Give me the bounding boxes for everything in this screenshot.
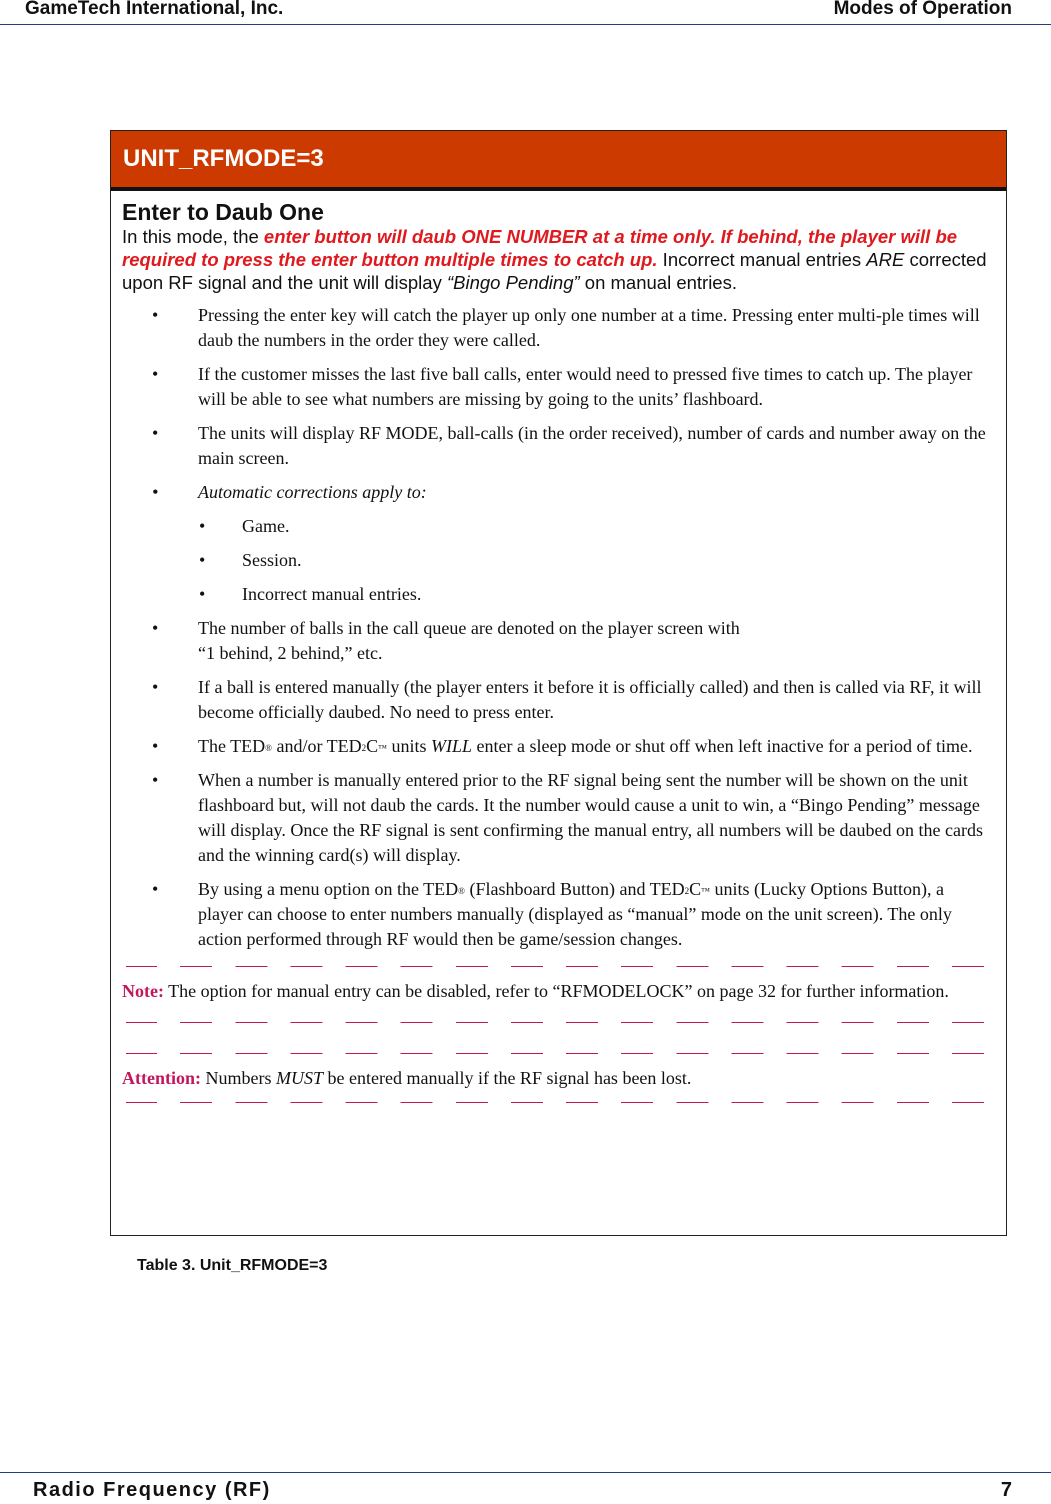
intro-paragraph: In this mode, the enter button will daub ONE NUMBER at a time only. If behind, the player will be required to press the enter button multiple times to catch up. Incorrect manual entries ARE corrected upon RF signal and the unit will display “Bingo Pending” on manual entries.	[122, 226, 987, 293]
list-item: • When a number is manually entered prior to the RF signal being sent the number will be shown on the unit flashboard but, will not daub the cards. It the number would cause a unit to win, a “Bingo Pending” message will display. Once the RF signal is sent confirming the manual entry, all numbers will be daubed on the cards and the winning card(s) will display.	[152, 770, 983, 865]
list-item: • If a ball is entered manually (the player enters it before it is officially called) and then is called via RF, it will become officially daubed. No need to press enter.	[152, 677, 982, 722]
section-heading: Enter to Daub One	[122, 199, 324, 225]
table-body	[111, 191, 1006, 1103]
list-item: • Pressing the enter key will catch the player up only one number at a time. Pressing enter multi-ple times will daub the numbers in the order they were called.	[152, 305, 980, 350]
footer-chapter: Radio Frequency (RF)	[33, 1479, 271, 1501]
list-item: • The TED® and/or TED$^2$C™ units WILL enter a sleep mode or shut off when left inactive for a period of time.	[152, 736, 973, 756]
page-number: 7	[1000, 1479, 1012, 1501]
header-company: GameTech International, Inc.	[25, 0, 284, 19]
bullet-list	[122, 303, 992, 952]
list-item: • The number of balls in the call queue are denoted on the player screen with “1 behind, 2 behind,” etc.	[152, 618, 740, 663]
attention-label: Attention:	[122, 1068, 201, 1088]
rfmode-table	[110, 130, 1007, 1236]
page-footer	[0, 1472, 1051, 1504]
attention-block: Attention: Numbers MUST be entered manually if the RF signal has been lost.	[122, 1068, 692, 1088]
note-top-rule	[126, 966, 988, 967]
attention-bottom-rule	[126, 1102, 988, 1103]
list-item: • The units will display RF MODE, ball-calls (in the order received), number of cards and number away on the main screen.	[152, 423, 986, 468]
page-header	[0, 0, 1051, 25]
note-label: Note:	[122, 981, 164, 1001]
list-item: • By using a menu option on the TED® (Flashboard Button) and TED$^2$C™ units (Lucky Options Button), a player can choose to enter numbers manually (displayed as “manual” mode on the unit screen). The only action performed through RF would then be game/session changes.	[152, 879, 952, 949]
table-title: UNIT_RFMODE=3	[111, 131, 1006, 191]
attention-top-rule	[126, 1053, 988, 1054]
list-item: • Automatic corrections apply to:	[152, 482, 427, 502]
header-section: Modes of Operation	[833, 0, 1012, 19]
intro-emphasis: enter button will daub ONE NUMBER at a time only. If behind, the player will be required to press the enter button multiple times to catch up.	[122, 226, 958, 270]
list-item: • If the customer misses the last five ball calls, enter would need to pressed five times to catch up. The player will be able to see what numbers are missing by going to the units’ flashboard.	[152, 364, 973, 409]
sub-list-item: • Session.	[199, 550, 302, 570]
sub-list-item: • Game.	[199, 516, 290, 536]
note-bottom-rule	[126, 1022, 988, 1023]
note-block: Note: The option for manual entry can be disabled, refer to “RFMODELOCK” on page 32 for further information.	[122, 981, 949, 1001]
sub-list-item: • Incorrect manual entries.	[199, 584, 422, 604]
table-caption: Table 3. Unit_RFMODE=3	[137, 1257, 328, 1274]
